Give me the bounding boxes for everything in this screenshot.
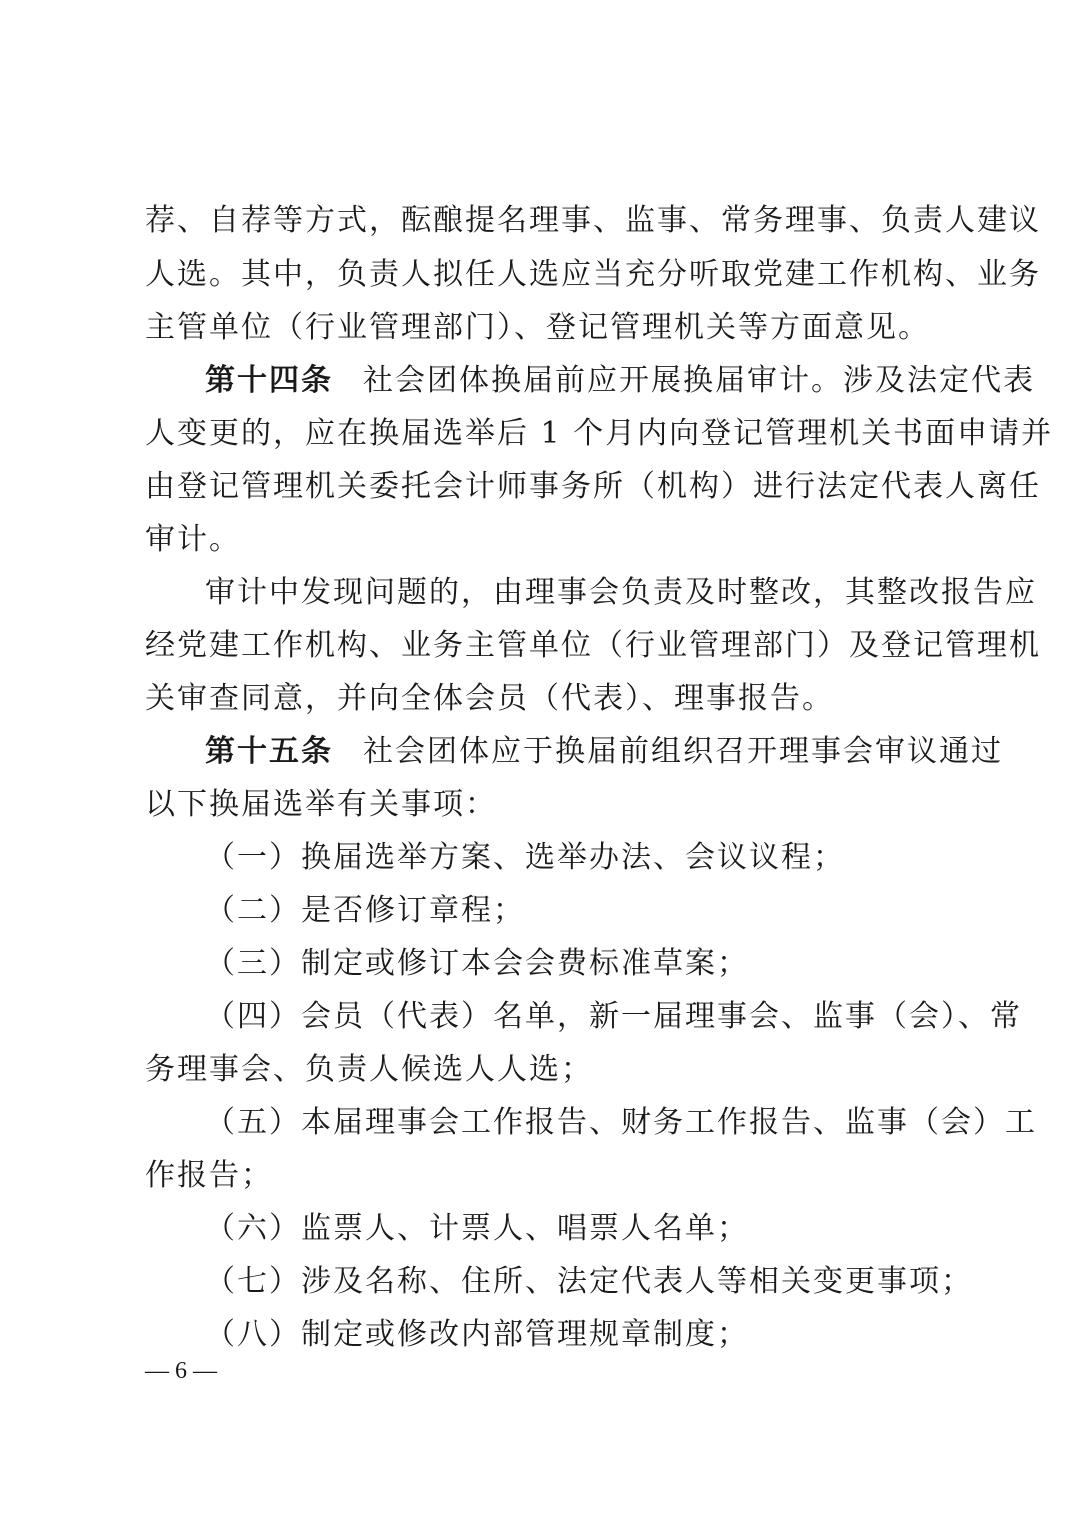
list-item: （七）涉及名称、住所、法定代表人等相关变更事项； <box>205 1264 973 1299</box>
text-line: 以下换届选举有关事项： <box>145 787 497 822</box>
text-line: 关审查同意，并向全体会员（代表）、理事报告。 <box>145 681 834 716</box>
list-item: （一）换届选举方案、选举办法、会议议程； <box>205 840 845 875</box>
article-15-paragraph <box>205 732 1003 772</box>
list-item-continuation: 作报告； <box>145 1158 273 1193</box>
article-14-paragraph <box>205 361 1035 401</box>
text-line: 社会团体换届前应开展换届审计。涉及法定代表 <box>363 363 1035 398</box>
text-line: 由登记管理机关委托会计师事务所（机构）进行法定代表人离任 <box>145 469 1041 504</box>
list-item: （三）制定或修订本会会费标准草案； <box>205 946 749 981</box>
text-line: 经党建工作机构、业务主管单位（行业管理部门）及登记管理机 <box>145 628 1041 663</box>
article-14-heading: 第十四条 <box>205 363 333 398</box>
list-item: （二）是否修订章程； <box>205 893 525 928</box>
list-item: （五）本届理事会工作报告、财务工作报告、监事（会）工 <box>205 1105 1037 1140</box>
list-item: （四）会员（代表）名单，新一届理事会、监事（会）、常 <box>205 999 1022 1034</box>
text-line: 审计。 <box>145 522 241 557</box>
list-item-continuation: 务理事会、负责人候选人人选； <box>145 1052 593 1087</box>
page-number: — 6 — <box>145 1358 217 1384</box>
text-line: 人选。其中，负责人拟任人选应当充分听取党建工作机构、业务 <box>145 257 1041 292</box>
list-item: （八）制定或修改内部管理规章制度； <box>205 1317 749 1352</box>
article-15-heading: 第十五条 <box>205 734 333 769</box>
text-line: 主管单位（行业管理部门）、登记管理机关等方面意见。 <box>145 310 930 345</box>
text-line: 人变更的，应在换届选举后 1 个月内向登记管理机关书面申请并 <box>145 416 1054 451</box>
text-line: 荐、自荐等方式，酝酿提名理事、监事、常务理事、负责人建议 <box>145 203 1041 238</box>
text-line: 审计中发现问题的，由理事会负责及时整改，其整改报告应 <box>205 575 1037 610</box>
text-line: 社会团体应于换届前组织召开理事会审议通过 <box>363 734 1003 769</box>
list-item: （六）监票人、计票人、唱票人名单； <box>205 1211 749 1246</box>
